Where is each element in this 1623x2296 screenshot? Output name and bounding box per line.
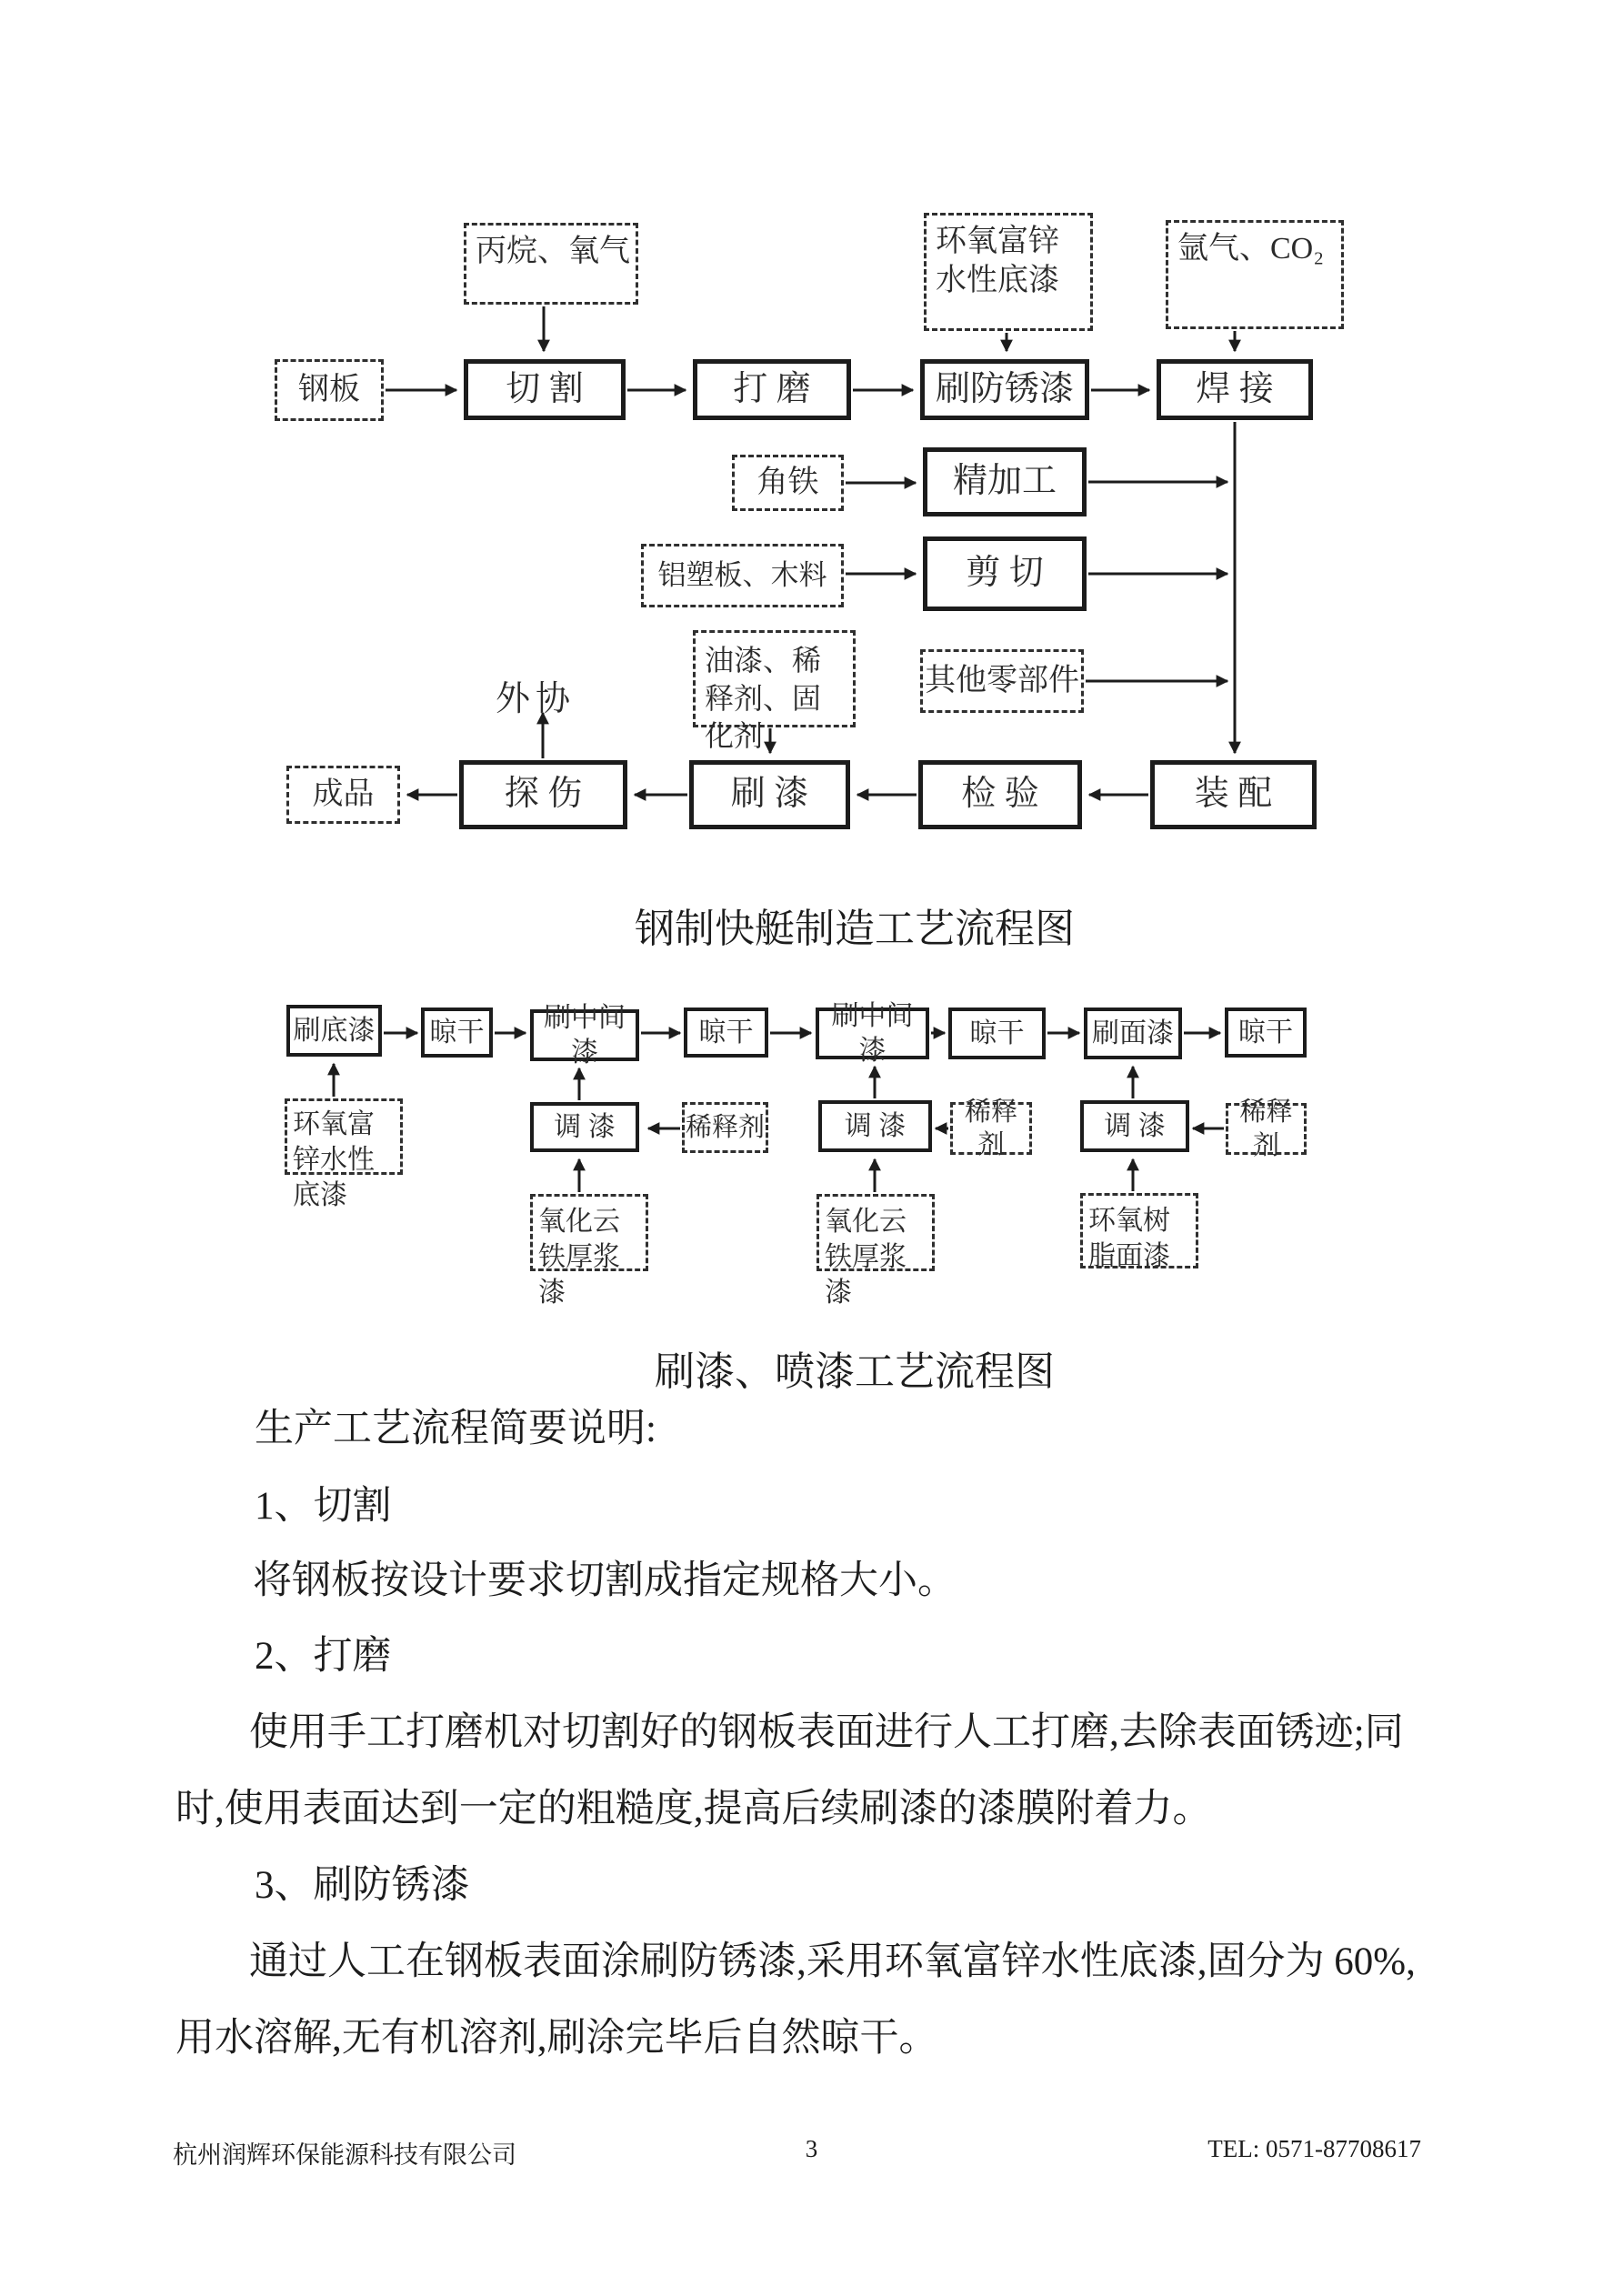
node-angle-iron: 角铁	[732, 455, 844, 511]
body-line-step2-heading: 2、打磨	[255, 1635, 392, 1678]
body-line-step2-text-1: 使用手工打磨机对切割好的钢板表面进行人工打磨,去除表面锈迹;同	[249, 1711, 1404, 1754]
node-iron-oxide-paint-2: 氧化云铁厚浆漆	[817, 1194, 935, 1271]
node-cutting: 切 割	[464, 359, 626, 420]
node-welding: 焊 接	[1157, 359, 1313, 420]
body-line-step2-text-2: 时,使用表面达到一定的粗糙度,提高后续刷漆的漆膜附着力。	[175, 1788, 1212, 1830]
footer-company: 杭州润辉环保能源科技有限公司	[173, 2141, 516, 2169]
node-mix-paint-2: 调 漆	[818, 1100, 932, 1152]
diagram1-title: 钢制快艇制造工艺流程图	[635, 907, 1075, 951]
body-line-step1-heading: 1、切割	[255, 1485, 392, 1528]
node-dry-3: 晾干	[948, 1008, 1046, 1059]
diagram2-title: 刷漆、喷漆工艺流程图	[655, 1349, 1055, 1394]
node-alu-board-wood: 铝塑板、木料	[641, 544, 844, 607]
node-iron-oxide-paint-1: 氧化云铁厚浆漆	[530, 1194, 648, 1271]
node-thinner-1: 稀释剂	[682, 1102, 768, 1153]
node-dry-4: 晾干	[1225, 1008, 1307, 1058]
node-brush-topcoat: 刷面漆	[1084, 1008, 1182, 1059]
node-paint-thinner-curing: 油漆、稀释剂、固化剂	[693, 630, 856, 727]
node-brush-primer: 刷底漆	[286, 1005, 382, 1057]
body-line-step3-text-1: 通过人工在钢板表面涂刷防锈漆,采用环氧富锌水性底漆,固分为 60%,	[249, 1940, 1416, 1983]
node-thinner-2: 稀释剂	[950, 1102, 1032, 1155]
node-mix-paint-3: 调 漆	[1080, 1100, 1189, 1152]
body-line-step1-text: 将钢板按设计要求切割成指定规格大小。	[253, 1559, 957, 1602]
footer-telephone: TEL: 0571-87708617	[1207, 2135, 1421, 2162]
node-fine-machining: 精加工	[923, 447, 1087, 516]
footer-page-number: 3	[805, 2135, 818, 2162]
node-grinding: 打 磨	[693, 359, 851, 420]
node-epoxy-resin-topcoat: 环氧树脂面漆	[1080, 1193, 1198, 1268]
node-propane-oxygen: 丙烷、氧气	[464, 223, 638, 305]
node-brush-painting: 刷 漆	[689, 760, 850, 829]
node-shearing: 剪 切	[923, 536, 1087, 611]
node-finished-product: 成品	[286, 766, 400, 824]
node-inspection: 检 验	[918, 760, 1082, 829]
node-outsourcing: 外协	[496, 680, 576, 718]
node-other-parts: 其他零部件	[920, 649, 1084, 713]
node-epoxy-zinc-primer-2: 环氧富锌水性底漆	[285, 1098, 403, 1175]
node-dry-2: 晾干	[684, 1008, 768, 1058]
node-antirust-paint: 刷防锈漆	[920, 359, 1089, 420]
node-mix-paint-1: 调 漆	[530, 1102, 639, 1152]
node-brush-mid-2: 刷中间漆	[816, 1008, 929, 1059]
node-epoxy-zinc-primer-input: 环氧富锌水性底漆	[924, 213, 1093, 331]
node-brush-mid-1: 刷中间漆	[530, 1009, 639, 1061]
body-line-step3-text-2: 用水溶解,无有机溶剂,刷涂完毕后自然晾干。	[175, 2017, 938, 2060]
node-flaw-detection: 探 伤	[459, 760, 627, 829]
body-line-intro: 生产工艺流程简要说明:	[255, 1408, 656, 1450]
node-thinner-3: 稀释剂	[1226, 1103, 1307, 1155]
node-assembly: 装 配	[1150, 760, 1317, 829]
node-dry-1: 晾干	[421, 1008, 493, 1058]
node-steel-plate: 钢板	[275, 359, 384, 421]
body-line-step3-heading: 3、刷防锈漆	[255, 1864, 470, 1907]
node-argon-co2: 氩气、CO₂	[1166, 220, 1344, 329]
